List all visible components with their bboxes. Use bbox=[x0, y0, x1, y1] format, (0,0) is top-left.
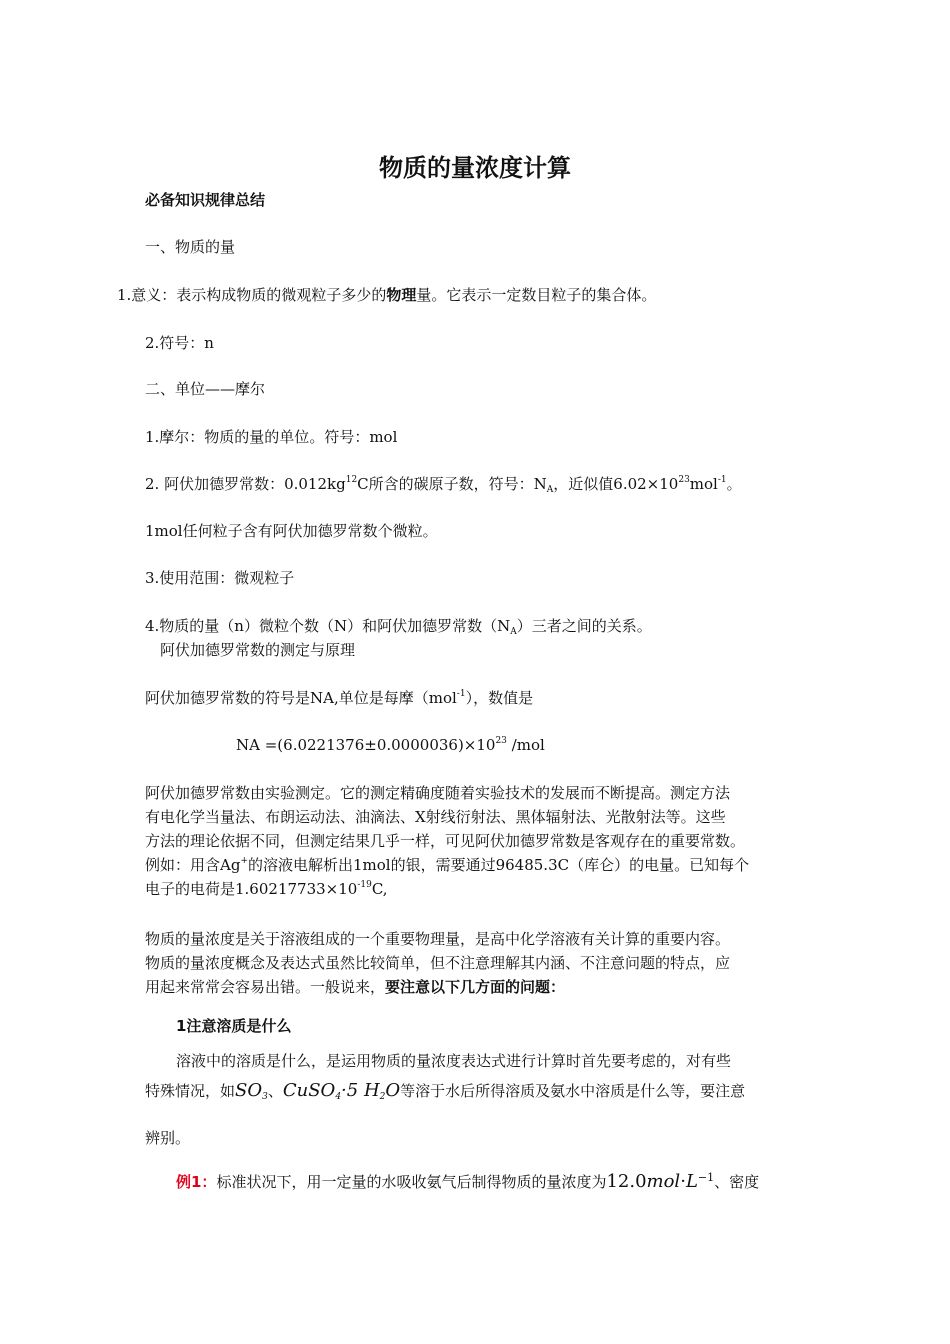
text: C, bbox=[371, 880, 388, 898]
text: 1.意义：表示构成物质的微观粒子多少的 bbox=[117, 286, 387, 304]
text: 、密度 bbox=[714, 1173, 760, 1191]
note-solute-heading: 1注意溶质是什么 bbox=[176, 1017, 292, 1035]
formula-na bbox=[236, 735, 545, 755]
text: mol bbox=[689, 475, 718, 493]
para1-line-3: 方法的理论依据不同，但测定结果几乎一样，可见阿伏加德罗常数是客观存在的重要常数。 bbox=[145, 832, 746, 850]
text: 电子的电荷是1.60217733×10 bbox=[145, 880, 358, 898]
para1-line-2: 有电化学当量法、布朗运动法、油滴法、X射线衍射法、黑体辐射法、光散射法等。这些 bbox=[145, 808, 726, 826]
text: ），数值是 bbox=[465, 689, 534, 707]
example-1 bbox=[176, 1172, 759, 1192]
text: NA =(6.0221376±0.0000036)×10 bbox=[236, 736, 496, 754]
paragraph-meaning bbox=[117, 285, 656, 305]
formula-so3: $SO_3$ bbox=[235, 1080, 268, 1102]
text: 特殊情况，如 bbox=[145, 1082, 236, 1100]
subscript: A bbox=[546, 485, 554, 495]
heading-1: 一、物质的量 bbox=[145, 238, 236, 256]
bold-text: 要注意以下几方面的问题： bbox=[385, 978, 566, 996]
paragraph-range: 3.使用范围：微观粒子 bbox=[145, 569, 295, 587]
text: 4.物质的量（n）微粒个数（N）和阿伏加德罗常数（N bbox=[145, 617, 511, 635]
section-heading: 必备知识规律总结 bbox=[145, 191, 266, 209]
text: C所含的碳原子数，符号：N bbox=[357, 475, 547, 493]
example-label: 例1： bbox=[176, 1173, 217, 1191]
text: 的溶液电解析出1mol的银，需要通过96485.3C（库仑）的电量。已知每个 bbox=[247, 856, 750, 874]
superscript: -1 bbox=[456, 689, 466, 699]
para3-line-1: 溶液中的溶质是什么，是运用物质的量浓度表达式进行计算时首先要考虑的，对有些 bbox=[176, 1052, 732, 1070]
text: 量。它表示一定数目粒子的集合体。 bbox=[416, 286, 657, 304]
paragraph-1mol: 1mol任何粒子含有阿伏加德罗常数个微粒。 bbox=[145, 522, 438, 540]
page-title: 物质的量浓度计算 bbox=[379, 154, 571, 182]
heading-2: 二、单位——摩尔 bbox=[145, 380, 266, 398]
superscript: -1 bbox=[717, 475, 727, 485]
para1-line-5 bbox=[145, 879, 388, 899]
text: 等溶于水后所得溶质及氨水中溶质是什么等，要注意 bbox=[400, 1082, 746, 1100]
paragraph-avogadro bbox=[145, 474, 742, 497]
para2-line-3 bbox=[145, 977, 565, 997]
subscript: A bbox=[510, 627, 517, 637]
formula-concentration: $12.0mol\cdot L^{-1}$ bbox=[606, 1171, 715, 1192]
text: 阿伏加德罗常数的符号是NA,单位是每摩（mol bbox=[145, 689, 457, 707]
text: 用起来常常会容易出错。一般说来， bbox=[145, 978, 386, 996]
text: 例如：用含Ag bbox=[145, 856, 241, 874]
paragraph-measurement-title: 阿伏加德罗常数的测定与原理 bbox=[160, 641, 356, 659]
para3-line-2 bbox=[145, 1081, 745, 1104]
para2-line-2: 物质的量浓度概念及表达式虽然比较简单，但不注意理解其内涵、不注意问题的特点，应 bbox=[145, 954, 731, 972]
para3-line-3: 辨别。 bbox=[145, 1129, 191, 1147]
paragraph-mole: 1.摩尔：物质的量的单位。符号：mol bbox=[145, 428, 398, 446]
text: 2. 阿伏加德罗常数：0.012kg bbox=[145, 475, 346, 493]
text: ，近似值6.02×10 bbox=[553, 475, 679, 493]
paragraph-relation bbox=[145, 616, 652, 639]
superscript: 23 bbox=[495, 736, 507, 746]
para2-line-1: 物质的量浓度是关于溶液组成的一个重要物理量，是高中化学溶液有关计算的重要内容。 bbox=[145, 930, 731, 948]
para1-line-1: 阿伏加德罗常数由实验测定。它的测定精确度随着实验技术的发展而不断提高。测定方法 bbox=[145, 784, 731, 802]
paragraph-symbol: 2.符号：n bbox=[145, 334, 214, 352]
text: 。 bbox=[726, 475, 742, 493]
paragraph-na-symbol bbox=[145, 688, 533, 708]
bold-text: 物理 bbox=[386, 286, 417, 304]
text: ）三者之间的关系。 bbox=[516, 617, 652, 635]
superscript: 23 bbox=[678, 475, 690, 485]
superscript: + bbox=[240, 856, 248, 866]
para1-line-4 bbox=[145, 855, 749, 875]
text: 标准状况下，用一定量的水吸收氨气后制得物质的量浓度为 bbox=[216, 1173, 607, 1191]
superscript: 12 bbox=[345, 475, 358, 485]
formula-cuso4-5h2o: CuSO$_4$·5 $H_2O$ bbox=[282, 1080, 401, 1102]
text: /mol bbox=[506, 736, 545, 754]
separator: 、 bbox=[267, 1082, 283, 1100]
superscript: -19 bbox=[357, 880, 372, 890]
